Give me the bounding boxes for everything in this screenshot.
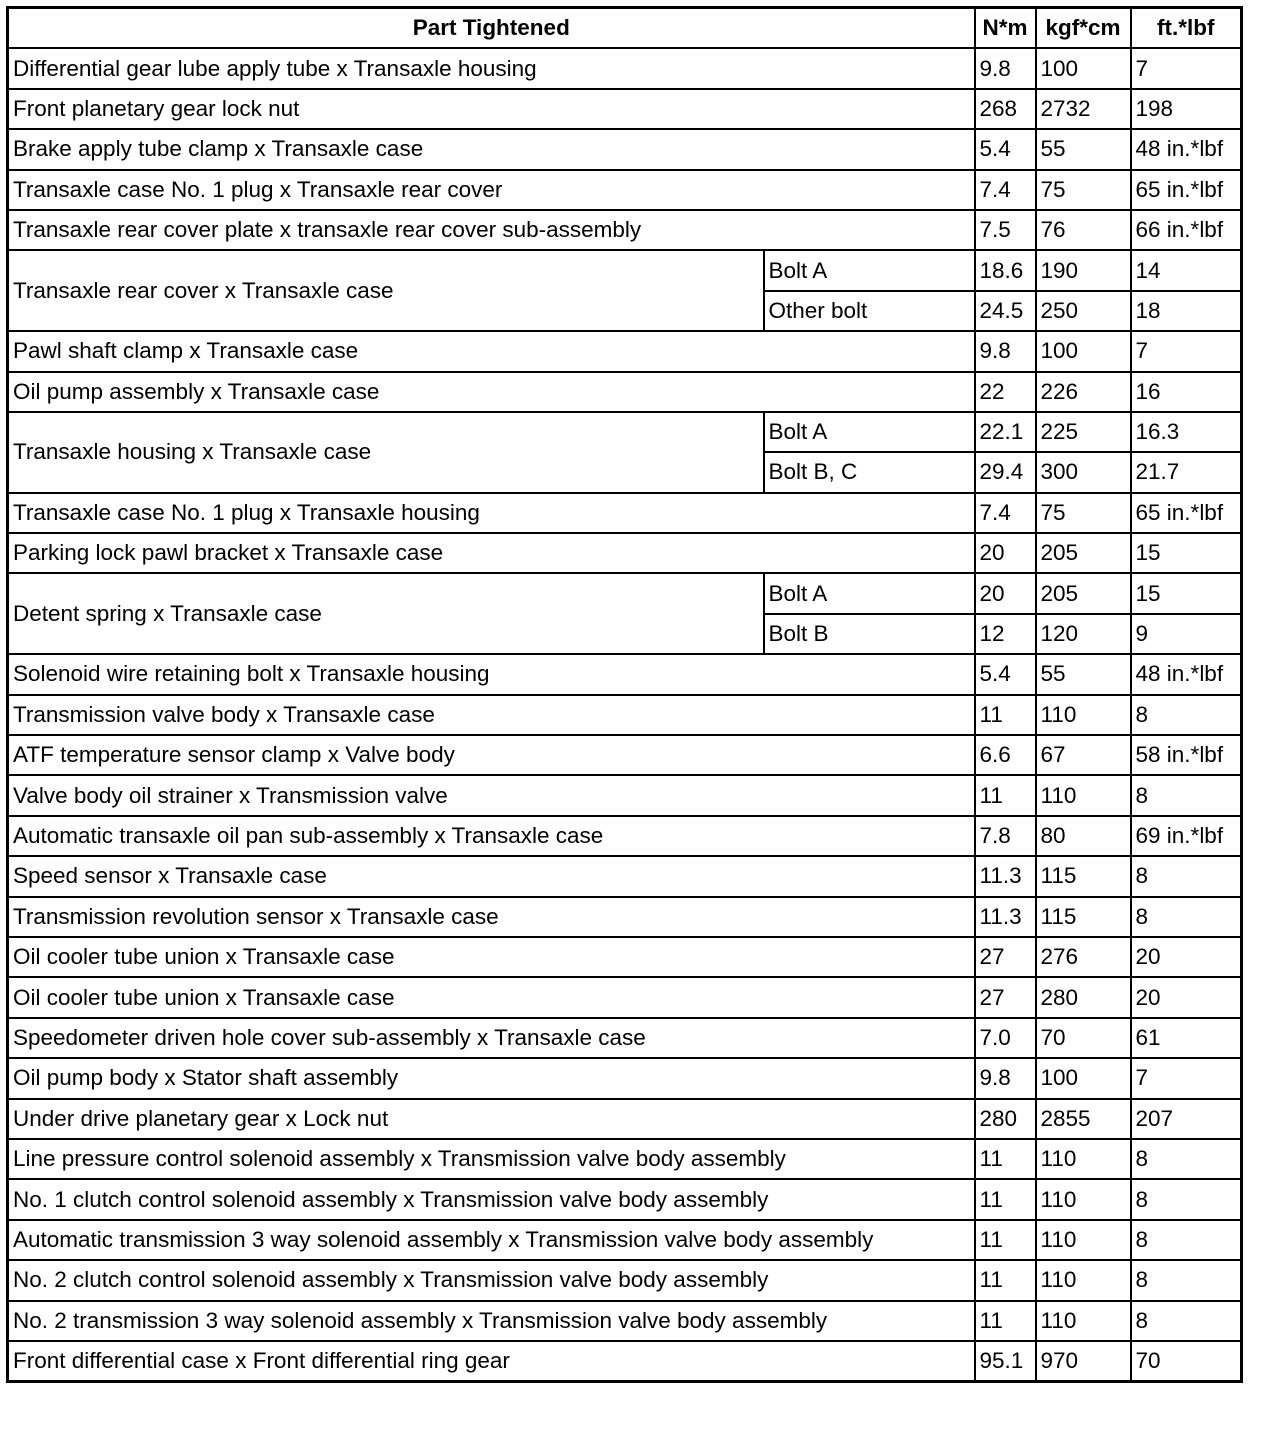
part-cell: Transaxle case No. 1 plug x Transaxle housing [8,493,975,533]
table-row [8,1220,1242,1260]
bolt-cell: Bolt B, C [764,452,975,492]
part-cell: Speed sensor x Transaxle case [8,856,975,896]
part-cell: Solenoid wire retaining bolt x Transaxle housing [8,654,975,694]
nm-cell: 11 [975,1179,1036,1219]
ftlbf-cell: 70 [1131,1341,1242,1382]
kgfcm-cell: 120 [1036,614,1131,654]
nm-cell: 11 [975,775,1036,815]
part-cell: Parking lock pawl bracket x Transaxle case [8,533,975,573]
ftlbf-cell: 8 [1131,695,1242,735]
kgfcm-cell: 115 [1036,856,1131,896]
table-row [8,493,1242,533]
table-row [8,1260,1242,1300]
nm-cell: 11 [975,1301,1036,1341]
part-cell: ATF temperature sensor clamp x Valve body [8,735,975,775]
kgfcm-cell: 205 [1036,533,1131,573]
ftlbf-cell: 65 in.*lbf [1131,170,1242,210]
bolt-cell: Bolt A [764,573,975,613]
table-row [8,775,1242,815]
kgfcm-cell: 225 [1036,412,1131,452]
table-row [8,210,1242,250]
ftlbf-cell: 8 [1131,1301,1242,1341]
nm-cell: 11 [975,1139,1036,1179]
table-row [8,1058,1242,1098]
nm-cell: 9.8 [975,48,1036,88]
table-row [8,533,1242,573]
ftlbf-cell: 8 [1131,1220,1242,1260]
part-cell: Under drive planetary gear x Lock nut [8,1099,975,1139]
kgfcm-cell: 110 [1036,1139,1131,1179]
ftlbf-cell: 207 [1131,1099,1242,1139]
ftlbf-cell: 14 [1131,250,1242,290]
ftlbf-cell: 7 [1131,1058,1242,1098]
nm-cell: 20 [975,533,1036,573]
kgfcm-cell: 55 [1036,129,1131,169]
ftlbf-cell: 8 [1131,1260,1242,1300]
nm-cell: 20 [975,573,1036,613]
part-cell: Transaxle rear cover x Transaxle case [8,250,764,331]
part-cell: No. 2 transmission 3 way solenoid assembly x Transmission valve body assembly [8,1301,975,1341]
ftlbf-cell: 21.7 [1131,452,1242,492]
header-part-tightened: Part Tightened [8,8,975,49]
ftlbf-cell: 61 [1131,1018,1242,1058]
header-kgfcm: kgf*cm [1036,8,1131,49]
ftlbf-cell: 48 in.*lbf [1131,129,1242,169]
kgfcm-cell: 115 [1036,897,1131,937]
table-body [8,48,1242,1381]
part-cell: No. 2 clutch control solenoid assembly x Transmission valve body assembly [8,1260,975,1300]
table-row [8,1099,1242,1139]
part-cell: Automatic transmission 3 way solenoid assembly x Transmission valve body assembly [8,1220,975,1260]
part-cell: Oil pump body x Stator shaft assembly [8,1058,975,1098]
nm-cell: 11 [975,1260,1036,1300]
bolt-cell: Bolt B [764,614,975,654]
kgfcm-cell: 226 [1036,372,1131,412]
part-cell: Differential gear lube apply tube x Transaxle housing [8,48,975,88]
kgfcm-cell: 970 [1036,1341,1131,1382]
ftlbf-cell: 8 [1131,775,1242,815]
ftlbf-cell: 65 in.*lbf [1131,493,1242,533]
table-header-row [8,8,1242,49]
nm-cell: 11.3 [975,856,1036,896]
table-row [8,897,1242,937]
nm-cell: 268 [975,89,1036,129]
table-row [8,695,1242,735]
kgfcm-cell: 205 [1036,573,1131,613]
ftlbf-cell: 198 [1131,89,1242,129]
ftlbf-cell: 16 [1131,372,1242,412]
ftlbf-cell: 7 [1131,331,1242,371]
table-row [8,1139,1242,1179]
table-row [8,372,1242,412]
nm-cell: 18.6 [975,250,1036,290]
part-cell: Transaxle case No. 1 plug x Transaxle rear cover [8,170,975,210]
part-cell: Pawl shaft clamp x Transaxle case [8,331,975,371]
table-row [8,937,1242,977]
ftlbf-cell: 8 [1131,897,1242,937]
nm-cell: 7.5 [975,210,1036,250]
nm-cell: 11 [975,1220,1036,1260]
ftlbf-cell: 69 in.*lbf [1131,816,1242,856]
kgfcm-cell: 75 [1036,170,1131,210]
kgfcm-cell: 280 [1036,977,1131,1017]
kgfcm-cell: 190 [1036,250,1131,290]
ftlbf-cell: 9 [1131,614,1242,654]
part-cell: Speedometer driven hole cover sub-assembly x Transaxle case [8,1018,975,1058]
kgfcm-cell: 67 [1036,735,1131,775]
table-row [8,1018,1242,1058]
ftlbf-cell: 16.3 [1131,412,1242,452]
kgfcm-cell: 100 [1036,331,1131,371]
kgfcm-cell: 2855 [1036,1099,1131,1139]
bolt-cell: Other bolt [764,291,975,331]
table-row [8,977,1242,1017]
table-row [8,1301,1242,1341]
table-row [8,412,1242,452]
table-row [8,129,1242,169]
nm-cell: 7.8 [975,816,1036,856]
nm-cell: 22.1 [975,412,1036,452]
table-row [8,1341,1242,1382]
ftlbf-cell: 20 [1131,977,1242,1017]
kgfcm-cell: 300 [1036,452,1131,492]
header-ftlbf: ft.*lbf [1131,8,1242,49]
nm-cell: 9.8 [975,1058,1036,1098]
header-nm: N*m [975,8,1036,49]
nm-cell: 29.4 [975,452,1036,492]
nm-cell: 7.4 [975,170,1036,210]
bolt-cell: Bolt A [764,412,975,452]
kgfcm-cell: 76 [1036,210,1131,250]
part-cell: Transmission valve body x Transaxle case [8,695,975,735]
kgfcm-cell: 250 [1036,291,1131,331]
table-row [8,735,1242,775]
part-cell: Valve body oil strainer x Transmission valve [8,775,975,815]
part-cell: Transmission revolution sensor x Transaxle case [8,897,975,937]
nm-cell: 27 [975,977,1036,1017]
nm-cell: 27 [975,937,1036,977]
nm-cell: 7.0 [975,1018,1036,1058]
kgfcm-cell: 100 [1036,48,1131,88]
table-row [8,1179,1242,1219]
kgfcm-cell: 110 [1036,1301,1131,1341]
nm-cell: 12 [975,614,1036,654]
ftlbf-cell: 20 [1131,937,1242,977]
part-cell: Automatic transaxle oil pan sub-assembly x Transaxle case [8,816,975,856]
ftlbf-cell: 58 in.*lbf [1131,735,1242,775]
kgfcm-cell: 2732 [1036,89,1131,129]
kgfcm-cell: 110 [1036,1260,1131,1300]
part-cell: Transaxle housing x Transaxle case [8,412,764,493]
part-cell: Front differential case x Front differential ring gear [8,1341,975,1382]
part-cell: Oil cooler tube union x Transaxle case [8,937,975,977]
ftlbf-cell: 8 [1131,1179,1242,1219]
part-cell: Oil pump assembly x Transaxle case [8,372,975,412]
kgfcm-cell: 110 [1036,775,1131,815]
part-cell: Brake apply tube clamp x Transaxle case [8,129,975,169]
ftlbf-cell: 48 in.*lbf [1131,654,1242,694]
table-row [8,170,1242,210]
table-row [8,48,1242,88]
table-row [8,816,1242,856]
kgfcm-cell: 70 [1036,1018,1131,1058]
table-row [8,573,1242,613]
kgfcm-cell: 55 [1036,654,1131,694]
nm-cell: 6.6 [975,735,1036,775]
kgfcm-cell: 110 [1036,695,1131,735]
bolt-cell: Bolt A [764,250,975,290]
part-cell: Transaxle rear cover plate x transaxle rear cover sub-assembly [8,210,975,250]
part-cell: Oil cooler tube union x Transaxle case [8,977,975,1017]
ftlbf-cell: 8 [1131,856,1242,896]
table-row [8,654,1242,694]
table-row [8,250,1242,290]
ftlbf-cell: 15 [1131,533,1242,573]
nm-cell: 9.8 [975,331,1036,371]
kgfcm-cell: 110 [1036,1179,1131,1219]
ftlbf-cell: 18 [1131,291,1242,331]
part-cell: Line pressure control solenoid assembly x Transmission valve body assembly [8,1139,975,1179]
kgfcm-cell: 100 [1036,1058,1131,1098]
part-cell: Front planetary gear lock nut [8,89,975,129]
nm-cell: 7.4 [975,493,1036,533]
nm-cell: 22 [975,372,1036,412]
ftlbf-cell: 7 [1131,48,1242,88]
ftlbf-cell: 66 in.*lbf [1131,210,1242,250]
kgfcm-cell: 110 [1036,1220,1131,1260]
nm-cell: 24.5 [975,291,1036,331]
nm-cell: 280 [975,1099,1036,1139]
kgfcm-cell: 80 [1036,816,1131,856]
kgfcm-cell: 276 [1036,937,1131,977]
table-row [8,89,1242,129]
nm-cell: 11.3 [975,897,1036,937]
ftlbf-cell: 8 [1131,1139,1242,1179]
kgfcm-cell: 75 [1036,493,1131,533]
torque-spec-table [6,6,1243,1383]
ftlbf-cell: 15 [1131,573,1242,613]
table-row [8,856,1242,896]
part-cell: Detent spring x Transaxle case [8,573,764,654]
table-row [8,331,1242,371]
part-cell: No. 1 clutch control solenoid assembly x Transmission valve body assembly [8,1179,975,1219]
nm-cell: 5.4 [975,654,1036,694]
nm-cell: 11 [975,695,1036,735]
nm-cell: 5.4 [975,129,1036,169]
nm-cell: 95.1 [975,1341,1036,1382]
